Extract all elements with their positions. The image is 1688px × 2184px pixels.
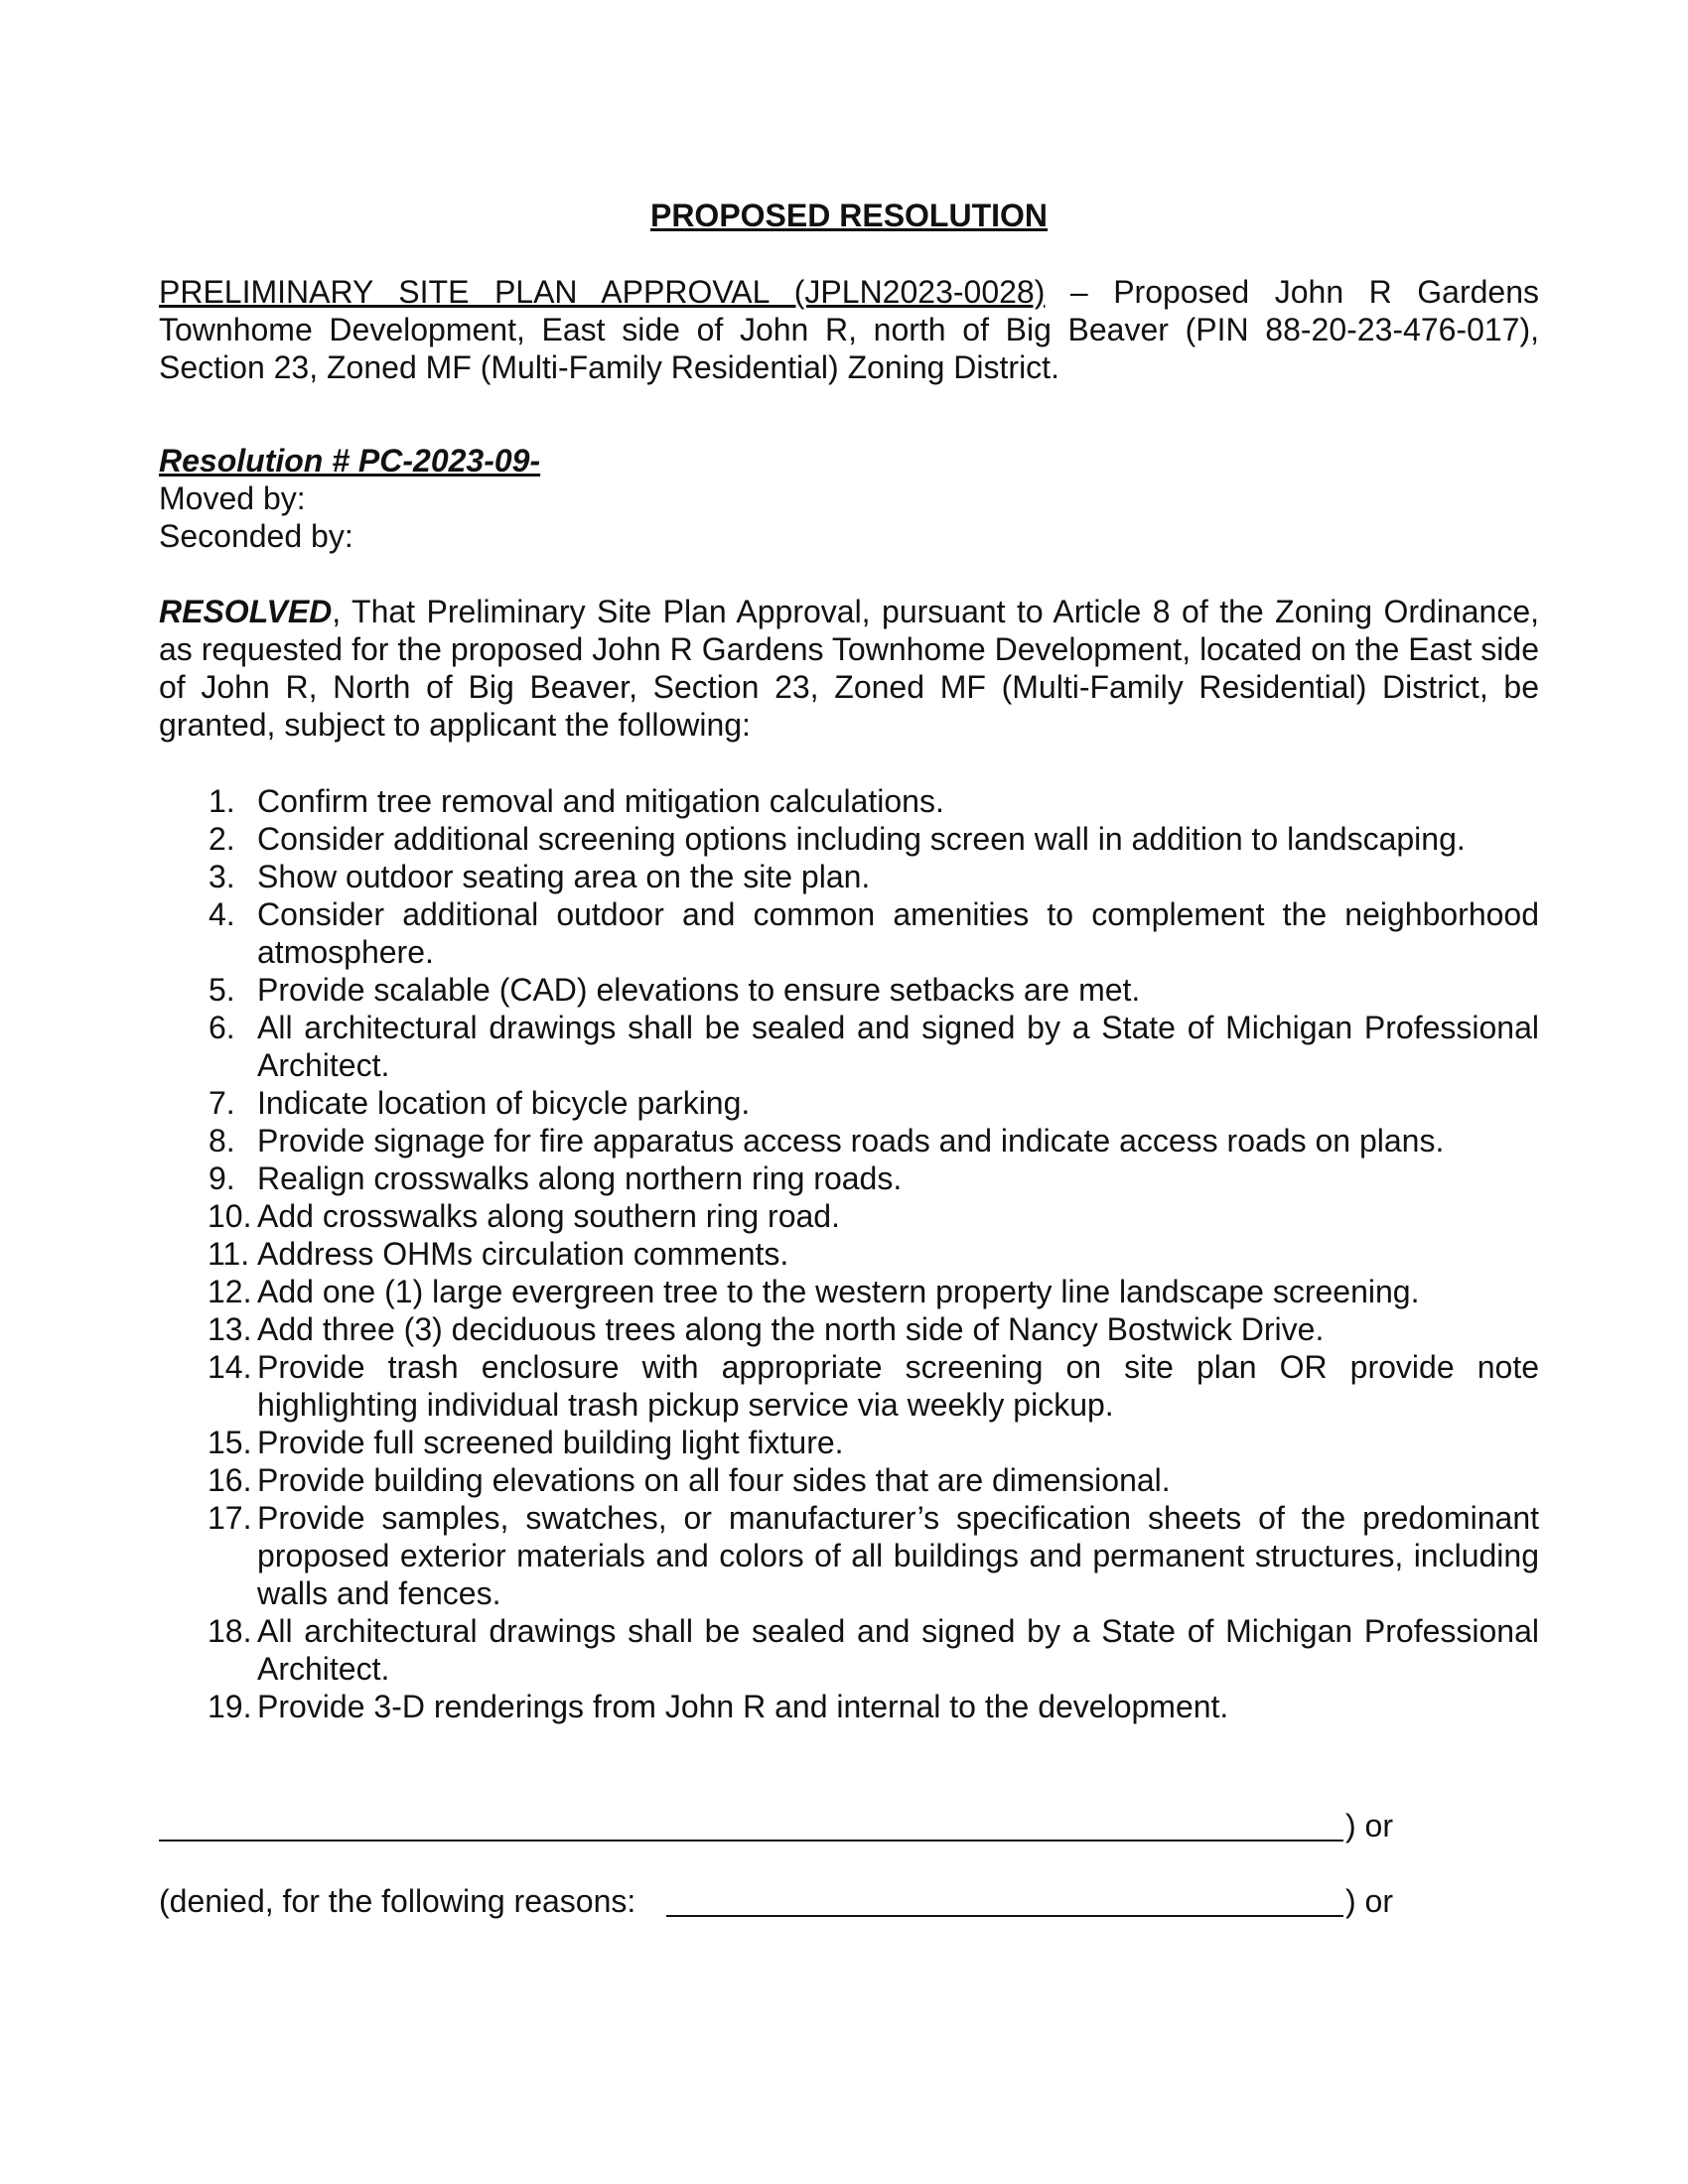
condition-number: 12. [208, 1274, 252, 1309]
condition-text: Add crosswalks along southern ring road. [257, 1198, 840, 1234]
denial-line [159, 1882, 1539, 1920]
condition-item [159, 1461, 1539, 1499]
denial-line-suffix: ) or [1345, 1883, 1393, 1919]
condition-item [159, 1273, 1539, 1310]
condition-text: Provide full screened building light fixture. [257, 1425, 844, 1460]
condition-number: 15. [208, 1425, 252, 1460]
condition-text: Show outdoor seating area on the site plan. [257, 859, 871, 894]
moved-by-label: Moved by: [159, 480, 306, 516]
condition-text: Consider additional screening options including screen wall in addition to landscaping. [257, 821, 1466, 857]
condition-text: Provide 3-D renderings from John R and internal to the development. [257, 1689, 1229, 1724]
condition-number: 10. [208, 1198, 252, 1234]
intro-paragraph [159, 273, 1539, 386]
condition-number: 4. [209, 896, 235, 932]
conditions-list [159, 782, 1539, 1725]
condition-item [159, 895, 1539, 971]
condition-text: Consider additional outdoor and common amenities to complement the neighborhood atmosphere. [257, 896, 1539, 970]
condition-item [159, 1197, 1539, 1235]
condition-number: 7. [209, 1085, 235, 1121]
condition-text: Provide trash enclosure with appropriate screening on site plan OR provide note highlighting individual trash pickup service via weekly pickup. [257, 1349, 1539, 1423]
condition-text: Provide building elevations on all four sides that are dimensional. [257, 1462, 1171, 1498]
approval-underline[interactable] [159, 1840, 1343, 1842]
condition-item [159, 971, 1539, 1009]
condition-text: Add one (1) large evergreen tree to the western property line landscape screening. [257, 1274, 1420, 1309]
condition-number: 13. [208, 1311, 252, 1347]
condition-item [159, 1499, 1539, 1612]
condition-number: 19. [208, 1689, 252, 1724]
condition-text: Provide samples, swatches, or manufacturer’s specification sheets of the predominant proposed exterior materials and colors of all buildings and permanent structures, including walls and fences. [257, 1500, 1539, 1611]
condition-text: All architectural drawings shall be sealed and signed by a State of Michigan Professional Architect. [257, 1613, 1539, 1687]
resolved-text: , That Preliminary Site Plan Approval, pursuant to Article 8 of the Zoning Ordinance, as requested for the proposed John R Gardens Townhome Development, located on the East side of John R, North of Big Beaver, Section 23, Zoned MF (Multi-Family Residential) District, be granted, subject to applicant the following: [159, 594, 1539, 743]
approval-line-suffix: ) or [1345, 1808, 1393, 1843]
condition-text: Provide scalable (CAD) elevations to ensure setbacks are met. [257, 972, 1141, 1008]
condition-number: 17. [208, 1500, 252, 1536]
resolution-header [159, 442, 1539, 555]
condition-item [159, 1160, 1539, 1197]
condition-item [159, 1122, 1539, 1160]
condition-number: 8. [209, 1123, 235, 1159]
condition-item [159, 1084, 1539, 1122]
condition-text: Add three (3) deciduous trees along the north side of Nancy Bostwick Drive. [257, 1311, 1325, 1347]
denial-label: (denied, for the following reasons: [159, 1883, 636, 1919]
condition-item [159, 1612, 1539, 1688]
condition-text: Indicate location of bicycle parking. [257, 1085, 751, 1121]
condition-number: 2. [209, 821, 235, 857]
condition-item [159, 1235, 1539, 1273]
condition-item [159, 1424, 1539, 1461]
condition-item [159, 1348, 1539, 1424]
condition-text: Realign crosswalks along northern ring roads. [257, 1160, 903, 1196]
resolved-paragraph [159, 593, 1539, 744]
condition-number: 16. [208, 1462, 252, 1498]
condition-text: Confirm tree removal and mitigation calculations. [257, 783, 944, 819]
approval-blank-line [159, 1807, 1539, 1844]
condition-number: 18. [208, 1613, 252, 1649]
case-label: PRELIMINARY SITE PLAN APPROVAL (JPLN2023-0028) [159, 274, 1046, 310]
condition-text: Provide signage for fire apparatus access roads and indicate access roads on plans. [257, 1123, 1445, 1159]
seconded-by-label: Seconded by: [159, 518, 353, 554]
condition-item [159, 858, 1539, 895]
condition-item [159, 1310, 1539, 1348]
condition-item [159, 1009, 1539, 1084]
condition-number: 11. [208, 1236, 250, 1272]
condition-text: Address OHMs circulation comments. [257, 1236, 789, 1272]
condition-number: 14. [208, 1349, 252, 1385]
resolved-keyword: RESOLVED [159, 594, 333, 629]
document-title: PROPOSED RESOLUTION [649, 198, 1049, 233]
condition-number: 6. [209, 1010, 235, 1045]
condition-number: 5. [209, 972, 235, 1008]
resolution-number: Resolution # PC-2023-09- [159, 443, 541, 478]
condition-item [159, 820, 1539, 858]
case-description: – Proposed John R Gardens Townhome Development, East side of John R, north of Big Beaver (PIN 88-20-23-476-017), Section 23, Zoned MF (Multi-Family Residential) Zoning District. [159, 274, 1540, 385]
condition-number: 9. [209, 1160, 235, 1196]
condition-item [159, 1688, 1539, 1725]
condition-number: 3. [209, 859, 235, 894]
condition-item [159, 782, 1539, 820]
denial-reasons-underline[interactable] [666, 1915, 1343, 1917]
condition-number: 1. [209, 783, 235, 819]
condition-text: All architectural drawings shall be sealed and signed by a State of Michigan Professional Architect. [257, 1010, 1539, 1083]
